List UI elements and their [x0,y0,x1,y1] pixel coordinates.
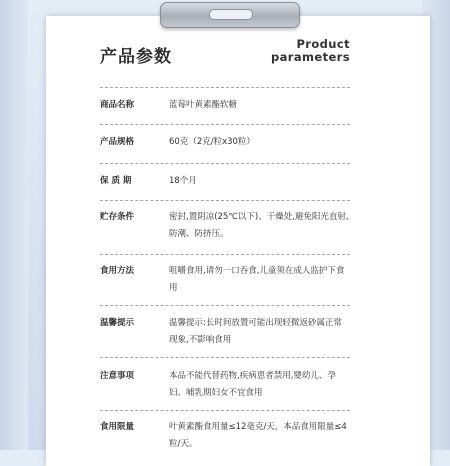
page-title: 产品参数 [100,47,172,67]
divider [100,200,350,201]
param-label: 保 质 期 [100,176,132,186]
divider [100,357,350,358]
param-label: 食用方法 [100,266,135,276]
param-value: 本品不能代替药物,疾病患者禁用,婴幼儿、孕妇、哺乳期妇女不宜食用 [169,371,336,398]
param-value: 密封,置阴凉(25℃以下)、干燥处,避免阳光直射,防潮、防挤压。 [169,212,349,239]
divider [100,87,350,88]
divider [100,124,350,125]
divider [100,305,350,306]
param-label: 注意事项 [100,371,135,381]
param-value: 60克（2克/粒x30粒） [169,137,255,147]
param-label: 温馨提示 [100,318,135,328]
divider [100,254,350,255]
param-value: 蓝莓叶黄素酯软糖 [169,100,238,110]
param-value: 18个月 [169,176,197,186]
param-value: 温馨提示:长时间放置可能出现轻微返砂属正常现象,不影响食用 [169,318,342,345]
param-value: 咀嚼食用,请勿一口吞食,儿童须在成人监护下食用 [169,266,345,293]
title-en-line1: Product [296,37,350,51]
clipboard-clip [160,2,300,28]
param-label: 食用限量 [100,422,135,432]
param-label: 贮存条件 [100,212,135,222]
page-title-english [271,38,350,64]
param-label: 产品规格 [100,137,135,147]
sheet-header [100,36,350,76]
background-left-edge [0,0,28,450]
param-label: 商品名称 [100,100,135,110]
divider [100,410,350,411]
divider [100,163,350,164]
param-value: 叶黄素酯食用量≤12毫克/天，本品食用限量≤4粒/天。 [169,422,347,449]
clip-slot [209,9,253,20]
title-en-line2: parameters [270,50,350,64]
